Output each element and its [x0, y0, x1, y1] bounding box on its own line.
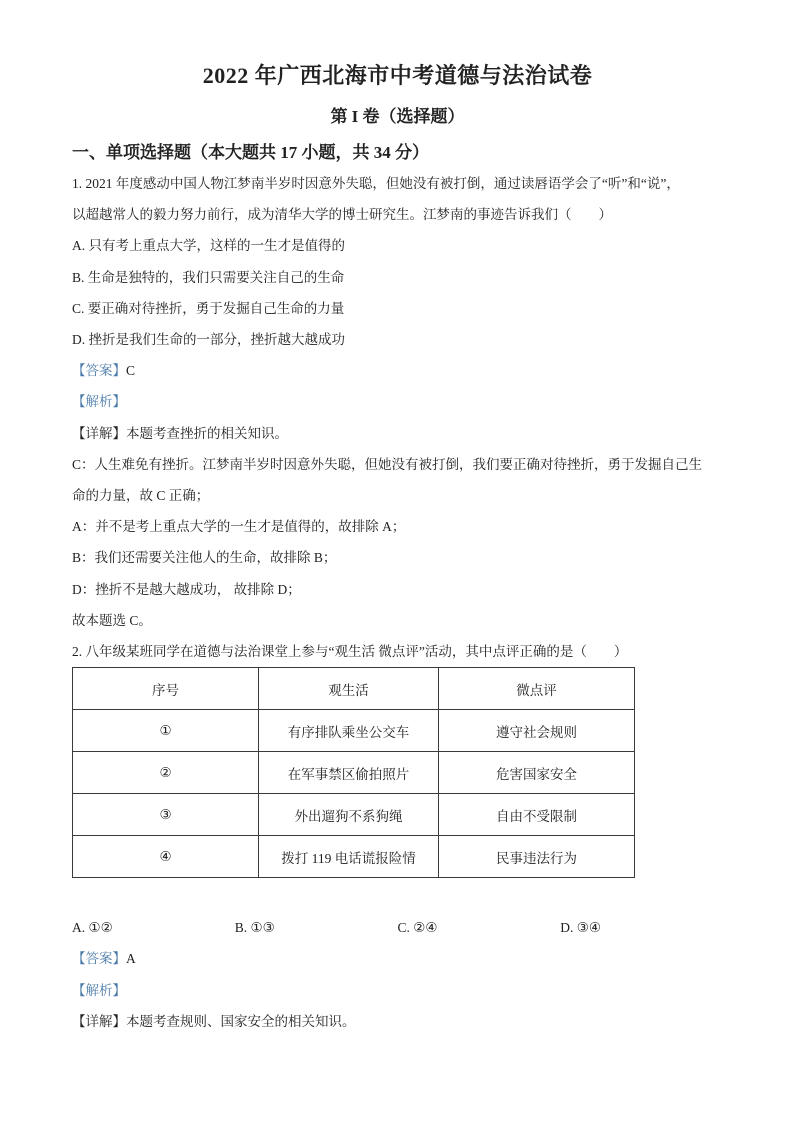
q1-option-d: D. 挫折是我们生命的一部分，挫折越大越成功	[72, 332, 345, 348]
q2-options-row	[72, 912, 723, 943]
q2-option-c: C. ②④	[397, 920, 438, 936]
q1-explanation-line-3: 命的力量，故 C 正确；	[72, 488, 210, 504]
q1-analysis-label: 【解析】	[72, 394, 126, 410]
q1-option-c: C. 要正确对待挫折，勇于发掘自己生命的力量	[72, 300, 345, 316]
q2-table-header-life: 观生活	[259, 668, 439, 710]
q2-table-cell: 遵守社会规则	[439, 710, 635, 752]
q2-table-cell: 自由不受限制	[439, 794, 635, 836]
q2-table-header-comment: 微点评	[439, 668, 635, 710]
q2-table-cell: 在军事禁区偷拍照片	[259, 752, 439, 794]
q2-table-row-3	[73, 794, 635, 836]
q1-stem-line-2: 以超越常人的毅力努力前行，成为清华大学的博士研究生。江梦南的事迹告诉我们（ ）	[72, 207, 612, 223]
q1-analysis-row	[72, 386, 723, 417]
q2-table-cell: 民事违法行为	[439, 836, 635, 878]
q2-answer-row	[72, 943, 723, 974]
q2-stem: 2. 八年级某班同学在道德与法治课堂上参与“观生活 微点评”活动，其中点评正确的是（ ）	[72, 644, 628, 660]
q2-table-row-1	[73, 710, 635, 752]
q2-answer-value: A	[126, 951, 136, 967]
q2-table-cell: 拨打 119 电话谎报险情	[259, 836, 439, 878]
q1-answer-row	[72, 355, 723, 386]
q1-answer-value: C	[126, 363, 136, 379]
q1-explanation-line-7: 故本题选 C。	[72, 612, 152, 628]
q2-option-d: D. ③④	[560, 920, 601, 936]
q2-explanation: 【详解】本题考查规则、国家安全的相关知识。	[72, 1013, 356, 1029]
q2-table-cell: ④	[73, 836, 259, 878]
section-heading: 一、单项选择题（本大题共 17 小题，共 34 分）	[72, 143, 429, 162]
q2-option-b: B. ①③	[234, 920, 275, 936]
q1-option-b: B. 生命是独特的，我们只需要关注自己的生命	[72, 269, 345, 285]
q1-explanation-line-6: D：挫折不是越大越成功， 故排除 D；	[72, 581, 301, 597]
q2-table-cell: 外出遛狗不系狗绳	[259, 794, 439, 836]
q2-answer-label: 【答案】	[72, 951, 126, 967]
q1-explanation-line-5: B：我们还需要关注他人的生命，故排除 B；	[72, 550, 337, 566]
doc-title: 2022 年广西北海市中考道德与法治试卷	[202, 63, 593, 88]
q2-option-a: A. ①②	[72, 920, 113, 936]
q2-table	[72, 667, 635, 878]
q1-answer-label: 【答案】	[72, 363, 126, 379]
q2-table-cell: 有序排队乘坐公交车	[259, 710, 439, 752]
q2-analysis-row	[72, 975, 723, 1006]
q2-table-cell: ①	[73, 710, 259, 752]
q1-stem-line-1: 1. 2021 年度感动中国人物江梦南半岁时因意外失聪，但她没有被打倒，通过读唇语学会了“听”和“说”，	[72, 176, 680, 191]
q2-table-row-2	[73, 752, 635, 794]
volume-heading: 第 I 卷（选择题）	[330, 107, 465, 126]
q2-table-cell: ②	[73, 752, 259, 794]
q1-explanation-line-4: A：并不是考上重点大学的一生才是值得的，故排除 A；	[72, 519, 406, 535]
q2-table-cell: ③	[73, 794, 259, 836]
q2-table-cell: 危害国家安全	[439, 752, 635, 794]
q2-table-header-no: 序号	[73, 668, 259, 710]
q1-option-a: A. 只有考上重点大学，这样的一生才是值得的	[72, 238, 345, 254]
q1-explanation-line-1: 【详解】本题考查挫折的相关知识。	[72, 425, 288, 441]
q2-table-header-row	[73, 668, 635, 710]
q2-table-row-4	[73, 836, 635, 878]
q1-explanation-line-2: C：人生难免有挫折。江梦南半岁时因意外失聪，但她没有被打倒，我们要正确对待挫折，勇于发掘自己生	[72, 456, 703, 472]
q2-analysis-label: 【解析】	[72, 982, 126, 998]
